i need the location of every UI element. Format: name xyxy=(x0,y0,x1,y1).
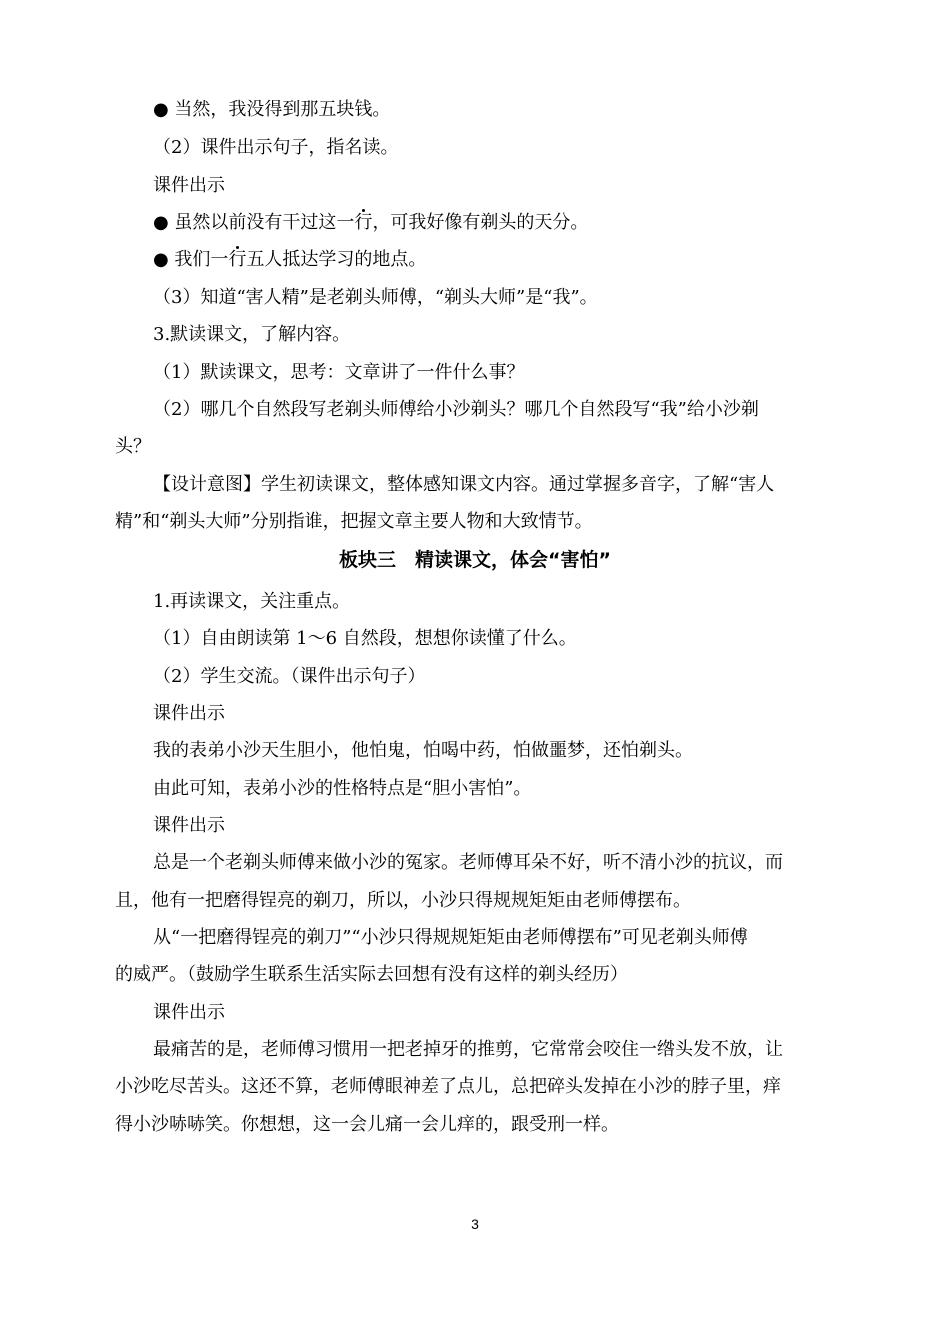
courseware-label: 课件出示 xyxy=(153,175,225,196)
quote-most-painful: 最痛苦的是，老师傅习惯用一把老掉牙的推剪，它常常会咬住一绺头发不放，让 xyxy=(153,1039,783,1060)
step-silent-reading: 3.默读课文，了解内容。 xyxy=(153,324,351,345)
instruction-read-sentences: （2）课件出示句子，指名读。 xyxy=(153,137,399,158)
quote-old-barber-cont: 且，他有一把磨得锃亮的剃刀，所以，小沙只得规规矩矩由老师傅摆布。 xyxy=(115,890,691,911)
quote-timid-cousin: 我的表弟小沙天生胆小，他怕鬼，怕喝中药，怕做噩梦，还怕剃头。 xyxy=(153,740,693,761)
quote-most-painful-end: 得小沙哧哧笑。你想想，这一会儿痛一会儿痒的，跟受刑一样。 xyxy=(115,1114,619,1135)
conclusion-character-trait: 由此可知，表弟小沙的性格特点是“胆小害怕”。 xyxy=(153,778,532,799)
courseware-label: 课件出示 xyxy=(153,703,225,724)
quote-most-painful-cont: 小沙吃尽苦头。这还不算，老师傅眼神差了点儿，总把碎头发掉在小沙的脖子里，痒 xyxy=(115,1076,781,1097)
courseware-label: 课件出示 xyxy=(153,815,225,836)
instruction-free-reading: （1）自由朗读第 1～6 自然段，想想你读懂了什么。 xyxy=(153,628,577,649)
question-which-paragraphs: （2）哪几个自然段写老剃头师傅给小沙剃头？哪几个自然段写“我”给小沙剃 xyxy=(153,399,759,420)
analysis-barber-authority: 从“一把磨得锃亮的剃刀”“小沙只得规规矩矩由老师傅摆布”可见老剃头师傅 xyxy=(153,927,748,948)
courseware-label: 课件出示 xyxy=(153,1002,225,1023)
design-intent: 【设计意图】学生初读课文，整体感知课文内容。通过掌握多音字，了解“害人 xyxy=(153,474,775,495)
bullet-sentence-group: ● 我们一行五人抵达学习的地点。 xyxy=(153,249,427,270)
bullet-sentence-talent: ● 虽然以前没有干过这一行，可我好像有剃头的天分。 xyxy=(153,212,589,233)
analysis-barber-authority-cont: 的威严。（鼓励学生联系生活实际去回想有没有这样的剃头经历） xyxy=(115,964,628,985)
question-which-paragraphs-cont: 头？ xyxy=(115,436,151,457)
page-number: 3 xyxy=(471,1216,479,1232)
question-what-story: （1）默读课文，思考：文章讲了一件什么事？ xyxy=(153,362,525,383)
quote-old-barber: 总是一个老剃头师傅来做小沙的冤家。老师傅耳朵不好，听不清小沙的抗议，而 xyxy=(153,852,783,873)
instruction-student-exchange: （2）学生交流。（课件出示句子） xyxy=(153,666,426,687)
design-intent-cont: 精”和“剃头大师”分别指谁，把握文章主要人物和大致情节。 xyxy=(115,511,593,532)
instruction-know-characters: （3）知道“害人精”是老剃头师傅，“剃头大师”是“我”。 xyxy=(153,287,598,308)
step-reread: 1.再读课文，关注重点。 xyxy=(153,591,351,612)
section-heading: 板块三 精读课文，体会“害怕” xyxy=(339,549,611,571)
bullet-sentence-money: ● 当然，我没得到那五块钱。 xyxy=(153,99,391,120)
